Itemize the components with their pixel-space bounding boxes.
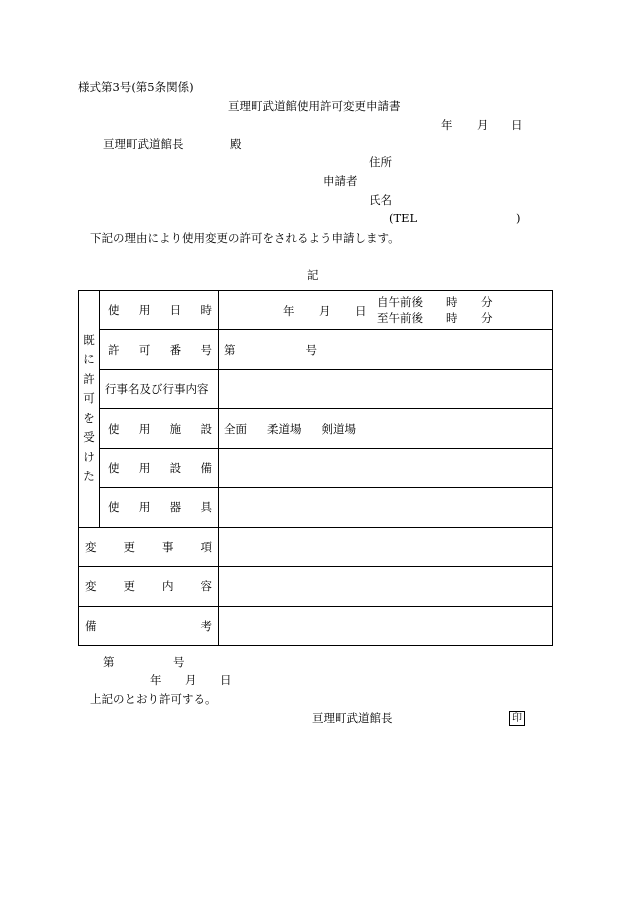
row-change-content <box>79 567 553 606</box>
remarks-field[interactable] <box>219 606 553 646</box>
tools-field[interactable] <box>219 488 553 527</box>
applicant-address-label: 住所 <box>369 155 392 169</box>
usage-datetime-field[interactable]: 年 月 日 自午前後 時 分 至午前後 時 分 <box>219 291 553 330</box>
permit-text: 上記のとおり許可する。 <box>90 692 217 706</box>
footer-number-prefix: 第 <box>103 655 115 669</box>
addressee-name: 亘理町武道館長 <box>103 137 184 151</box>
seal-mark: 印 <box>509 710 525 726</box>
change-content-field[interactable] <box>219 567 553 606</box>
event-field[interactable] <box>219 369 553 408</box>
equipment-label: 使 用 設 備 <box>100 448 219 487</box>
row-remarks <box>79 606 553 646</box>
intro-text: 下記の理由により使用変更の許可をされるよう申請します。 <box>90 231 400 245</box>
remarks-label: 備 考 <box>79 606 219 646</box>
applicant-tel-close: ) <box>516 211 521 225</box>
applicant-name-label: 氏名 <box>369 193 392 207</box>
application-table <box>78 290 553 646</box>
side-label-previously-permitted: 既 に 許 可 を 受 け た <box>79 291 100 528</box>
signer-name: 亘理町武道館長 <box>312 711 393 725</box>
row-equipment <box>79 448 553 487</box>
permit-number-label: 許 可 番 号 <box>100 330 219 369</box>
tools-label: 使 用 器 具 <box>100 488 219 527</box>
row-usage-datetime <box>79 291 553 330</box>
facility-label: 使 用 施 設 <box>100 409 219 448</box>
row-permit-number <box>79 330 553 369</box>
permit-number-field[interactable]: 第 号 <box>219 330 553 369</box>
facility-option-full[interactable]: 全面 <box>224 421 247 436</box>
row-tools <box>79 488 553 527</box>
addressee-honorific: 殿 <box>230 137 242 151</box>
applicant-label: 申請者 <box>323 174 358 188</box>
event-label: 行事名及び行事内容 <box>100 369 219 408</box>
form-number: 様式第3号(第5条関係) <box>78 80 194 94</box>
form-title: 亘理町武道館使用許可変更申請書 <box>228 99 401 113</box>
usage-datetime-label: 使 用 日 時 <box>100 291 219 330</box>
equipment-field[interactable] <box>219 448 553 487</box>
row-change-items <box>79 527 553 566</box>
ki-label: 記 <box>307 268 319 282</box>
facility-option-kendo[interactable]: 剣道場 <box>321 421 356 436</box>
row-event <box>79 369 553 408</box>
applicant-tel-open: (TEL <box>389 211 418 225</box>
facility-field[interactable] <box>219 409 553 448</box>
change-items-field[interactable] <box>219 527 553 566</box>
footer-number-suffix: 号 <box>173 655 185 669</box>
row-facility <box>79 409 553 448</box>
change-content-label: 変 更 内 容 <box>79 567 219 606</box>
change-items-label: 変 更 事 項 <box>79 527 219 566</box>
facility-option-judo[interactable]: 柔道場 <box>267 421 302 436</box>
